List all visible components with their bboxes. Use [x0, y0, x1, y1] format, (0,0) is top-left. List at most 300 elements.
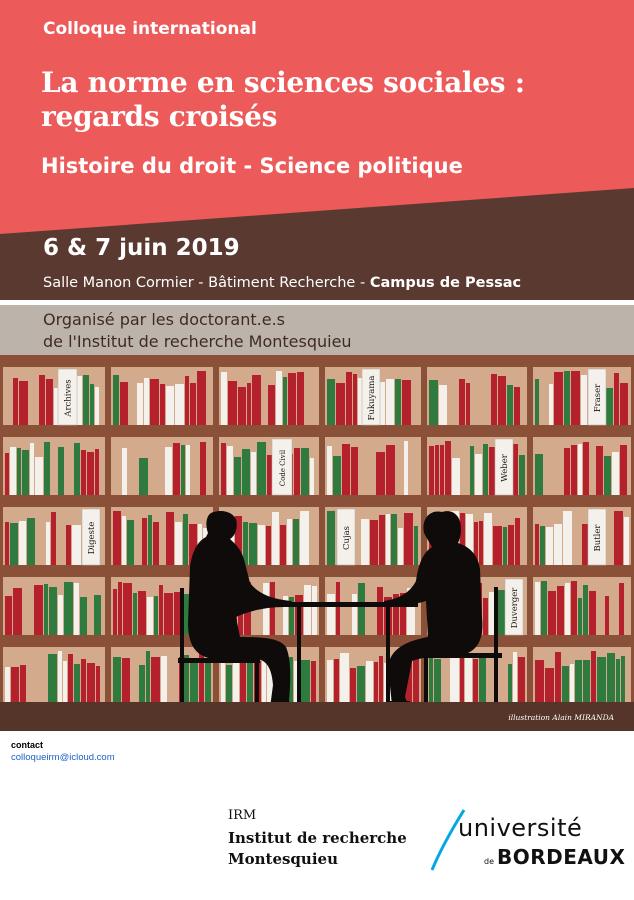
- right-chair-back: [494, 587, 498, 707]
- book: [386, 379, 394, 425]
- book: [413, 654, 419, 705]
- spine-book: [58, 369, 77, 425]
- right-chair-leg: [424, 655, 428, 705]
- book: [139, 458, 148, 495]
- book: [46, 379, 53, 425]
- book: [74, 583, 79, 635]
- book: [154, 596, 158, 635]
- book: [554, 372, 563, 425]
- book: [183, 514, 188, 565]
- book: [96, 666, 100, 705]
- book: [74, 664, 80, 705]
- book: [507, 385, 513, 425]
- book: [227, 446, 233, 495]
- book: [175, 384, 184, 425]
- shelf-board: [0, 495, 634, 507]
- book: [548, 591, 556, 635]
- book: [5, 453, 9, 495]
- book: [535, 379, 539, 425]
- book: [340, 653, 349, 705]
- book: [122, 448, 127, 495]
- book: [51, 512, 56, 565]
- book: [473, 659, 478, 705]
- bookshelf-illustration: [0, 355, 634, 731]
- book: [138, 591, 146, 635]
- book: [479, 521, 483, 565]
- ub-logo-universite: université: [458, 814, 583, 842]
- illustration-credit: illustration Alain MIRANDA: [508, 713, 614, 722]
- book: [238, 387, 246, 425]
- book: [327, 594, 335, 635]
- book: [166, 512, 174, 565]
- book: [402, 380, 411, 425]
- book: [133, 593, 137, 635]
- book: [287, 519, 292, 565]
- book: [185, 376, 189, 425]
- book: [562, 666, 569, 705]
- book: [535, 524, 539, 565]
- book: [44, 584, 48, 635]
- spine-label: Cujas: [342, 525, 352, 551]
- contact-email-link[interactable]: colloqueirm@icloud.com: [11, 752, 115, 763]
- book: [272, 512, 279, 565]
- book: [144, 378, 149, 425]
- book: [483, 598, 488, 635]
- book: [165, 447, 172, 495]
- book: [10, 523, 18, 565]
- book: [113, 657, 121, 705]
- book: [164, 593, 173, 635]
- book: [571, 445, 577, 495]
- book: [498, 376, 506, 425]
- book: [150, 379, 159, 425]
- book: [240, 657, 246, 705]
- book: [48, 654, 57, 705]
- book: [357, 666, 365, 705]
- spine-book: [362, 369, 380, 425]
- book: [39, 375, 45, 425]
- book: [190, 383, 196, 425]
- book: [334, 659, 339, 705]
- book: [301, 660, 310, 705]
- shelf-board: [0, 565, 634, 577]
- book: [294, 448, 300, 495]
- book: [607, 653, 615, 705]
- book: [311, 661, 316, 705]
- book: [34, 585, 43, 635]
- book: [20, 665, 26, 705]
- book: [583, 660, 590, 705]
- book: [379, 656, 383, 705]
- book: [175, 522, 182, 565]
- book: [391, 514, 397, 565]
- ub-logo-de: de: [484, 857, 494, 866]
- book: [459, 379, 465, 425]
- book: [581, 375, 587, 425]
- left-chair-leg: [255, 660, 259, 706]
- book: [327, 660, 333, 705]
- book: [161, 656, 167, 705]
- book: [429, 653, 433, 705]
- book: [620, 445, 627, 495]
- book: [160, 384, 165, 425]
- book: [434, 659, 441, 705]
- irm-logo-name: [228, 828, 407, 870]
- book: [63, 661, 67, 705]
- book: [139, 665, 145, 705]
- book: [147, 597, 153, 635]
- book: [450, 651, 459, 705]
- book: [583, 585, 588, 635]
- book: [549, 384, 553, 425]
- book: [300, 511, 309, 565]
- book: [414, 526, 418, 565]
- book: [13, 588, 22, 635]
- book: [605, 596, 609, 635]
- book: [395, 379, 401, 425]
- book: [221, 443, 226, 495]
- book: [535, 660, 544, 705]
- book: [445, 441, 451, 495]
- book: [247, 383, 251, 425]
- book: [72, 525, 81, 565]
- book: [310, 458, 314, 495]
- book: [113, 511, 121, 565]
- event-date: 6 & 7 juin 2019: [43, 235, 240, 261]
- book: [597, 657, 606, 705]
- book: [514, 387, 520, 425]
- book: [142, 518, 147, 565]
- book: [148, 515, 152, 565]
- book: [301, 448, 309, 495]
- spine-book: [82, 509, 100, 565]
- venue-campus: Campus de Pessac: [369, 275, 522, 291]
- book: [624, 517, 629, 565]
- book: [379, 515, 385, 565]
- book: [370, 520, 378, 565]
- book: [58, 651, 62, 705]
- book: [404, 441, 408, 495]
- book: [342, 444, 350, 495]
- organizers-text: [43, 309, 352, 353]
- book: [197, 371, 206, 425]
- book: [304, 585, 311, 635]
- book: [554, 524, 562, 565]
- book: [268, 385, 275, 425]
- book: [87, 452, 94, 495]
- book: [205, 662, 211, 705]
- book: [151, 657, 160, 705]
- book: [508, 525, 514, 565]
- spine-book: [505, 579, 523, 635]
- book: [604, 456, 611, 495]
- book: [429, 446, 434, 495]
- irm-name-line2: Montesquieu: [228, 850, 338, 868]
- spine-book: [588, 369, 606, 425]
- book: [571, 371, 580, 425]
- book: [351, 447, 358, 495]
- book: [159, 585, 163, 635]
- book: [518, 657, 525, 705]
- book: [565, 583, 570, 635]
- event-title: [41, 66, 525, 134]
- book: [540, 526, 545, 565]
- venue-location: Salle Manon Cormier - Bâtiment Recherche -: [43, 275, 370, 291]
- book: [66, 525, 71, 565]
- book: [503, 527, 507, 565]
- event-title-line1: La norme en sciences sociales :: [41, 66, 525, 99]
- book: [466, 383, 470, 425]
- book: [429, 380, 438, 425]
- book: [122, 516, 126, 565]
- book: [127, 520, 134, 565]
- book: [535, 582, 540, 635]
- book: [352, 594, 357, 635]
- book: [346, 372, 352, 425]
- book: [270, 582, 275, 635]
- book: [83, 375, 89, 425]
- event-type: Colloque international: [43, 19, 257, 39]
- book: [137, 383, 143, 425]
- book: [242, 449, 250, 495]
- book: [87, 663, 95, 705]
- book: [374, 662, 378, 705]
- spine-label: Code Civil: [279, 449, 287, 487]
- book: [258, 525, 265, 565]
- book: [327, 511, 335, 565]
- book: [123, 583, 132, 635]
- book: [546, 527, 553, 565]
- book: [153, 522, 159, 565]
- book: [519, 455, 525, 495]
- book: [44, 442, 50, 495]
- book: [484, 513, 492, 565]
- book: [545, 668, 554, 705]
- book: [10, 447, 16, 495]
- book: [35, 457, 43, 495]
- book: [118, 582, 122, 635]
- book: [570, 664, 574, 705]
- book: [498, 590, 505, 635]
- book: [27, 518, 35, 565]
- book: [74, 443, 80, 495]
- book: [81, 450, 86, 495]
- book: [327, 446, 332, 495]
- book: [571, 581, 577, 635]
- book: [11, 667, 19, 705]
- book: [19, 521, 26, 565]
- book: [5, 667, 10, 705]
- book: [251, 452, 256, 495]
- book: [288, 373, 296, 425]
- book: [555, 652, 561, 705]
- book: [190, 658, 198, 705]
- book: [257, 442, 266, 495]
- book: [619, 583, 624, 635]
- book: [58, 447, 64, 495]
- book: [563, 511, 572, 565]
- book: [297, 372, 304, 425]
- spine-label: Weber: [500, 454, 510, 482]
- book: [5, 522, 9, 565]
- book: [249, 523, 257, 565]
- shelf-board: [0, 635, 634, 647]
- book: [49, 587, 57, 635]
- book: [614, 511, 623, 565]
- organizers-line1: Organisé par les doctorant.e.s: [43, 310, 285, 329]
- book: [508, 664, 512, 705]
- book: [583, 442, 589, 495]
- book: [515, 518, 520, 565]
- book: [19, 381, 28, 425]
- book: [46, 522, 50, 565]
- book: [376, 452, 385, 495]
- contact-label: contact: [11, 740, 44, 750]
- spine-label: Fraser: [593, 383, 603, 413]
- book: [90, 384, 94, 425]
- irm-name-line1: Institut de recherche: [228, 829, 407, 847]
- book: [30, 443, 34, 495]
- book: [398, 528, 403, 565]
- book: [578, 444, 582, 495]
- book: [483, 444, 488, 495]
- book: [589, 591, 596, 635]
- left-chair-back: [180, 588, 184, 706]
- book: [266, 526, 271, 565]
- book: [564, 371, 570, 425]
- book: [439, 385, 447, 425]
- book: [470, 446, 474, 495]
- book: [596, 446, 603, 495]
- shelf-divider: [105, 355, 111, 715]
- book: [386, 445, 395, 495]
- book: [5, 596, 12, 635]
- book: [452, 458, 460, 495]
- book: [465, 655, 472, 705]
- book: [333, 456, 341, 495]
- book: [386, 514, 390, 565]
- book: [361, 519, 369, 565]
- book: [612, 452, 619, 495]
- book: [181, 445, 185, 495]
- book: [475, 454, 482, 495]
- spine-book: [588, 509, 606, 565]
- book: [616, 659, 620, 705]
- book: [440, 445, 444, 495]
- book: [614, 373, 619, 425]
- book: [234, 457, 241, 495]
- book: [606, 388, 613, 425]
- book: [358, 583, 365, 635]
- book: [146, 651, 150, 705]
- book: [252, 375, 261, 425]
- book: [95, 387, 99, 425]
- book: [166, 386, 174, 425]
- book: [228, 381, 237, 425]
- book: [353, 374, 357, 425]
- book: [293, 519, 299, 565]
- book: [327, 379, 335, 425]
- event-venue: [43, 275, 521, 291]
- book: [120, 382, 128, 425]
- shelf-divider: [319, 355, 325, 715]
- spine-label: Duverger: [510, 587, 520, 629]
- book: [80, 597, 87, 635]
- book: [122, 658, 130, 705]
- irm-logo-abbr: IRM: [228, 808, 257, 823]
- shelf-board: [0, 425, 634, 437]
- book: [435, 445, 439, 495]
- book: [377, 587, 383, 635]
- shelf-divider: [527, 355, 533, 715]
- book: [68, 654, 73, 705]
- spine-label: Digeste: [87, 521, 97, 555]
- book: [564, 448, 570, 495]
- book: [200, 442, 206, 495]
- book: [113, 589, 117, 635]
- book: [460, 654, 464, 705]
- table-leg-left: [297, 605, 301, 705]
- book: [64, 582, 73, 635]
- book: [621, 656, 625, 705]
- book: [557, 586, 564, 635]
- book: [479, 655, 486, 705]
- book: [263, 583, 269, 635]
- book: [280, 525, 286, 565]
- book: [113, 375, 119, 425]
- book: [366, 661, 373, 705]
- book: [575, 660, 582, 705]
- ub-logo-bordeaux: BORDEAUX: [497, 845, 626, 869]
- book: [13, 378, 18, 425]
- book: [336, 582, 340, 635]
- event-title-line2: regards croisés: [41, 100, 278, 133]
- book: [22, 450, 29, 495]
- book: [81, 659, 86, 705]
- book: [173, 443, 180, 495]
- spine-label: Archives: [63, 379, 74, 417]
- table-leg-right: [386, 605, 390, 705]
- book: [591, 651, 596, 705]
- shelf-divider: [0, 355, 3, 715]
- spine-label: Butler: [593, 524, 603, 552]
- shelf-top-board: [0, 355, 634, 367]
- book: [578, 598, 582, 635]
- book: [95, 449, 99, 495]
- book: [94, 595, 101, 635]
- book: [58, 595, 63, 635]
- spine-label: Fukuyama: [367, 375, 377, 421]
- event-subtitle: Histoire du droit - Science politique: [41, 154, 463, 178]
- book: [493, 526, 502, 565]
- spine-book: [337, 509, 355, 565]
- book: [620, 383, 628, 425]
- book: [336, 383, 345, 425]
- book: [186, 445, 190, 495]
- book: [221, 657, 225, 705]
- book: [226, 665, 232, 705]
- book: [312, 586, 317, 635]
- spine-book: [272, 439, 292, 495]
- book: [276, 371, 282, 425]
- book: [350, 668, 356, 705]
- book: [513, 652, 517, 705]
- book: [267, 455, 272, 495]
- book: [404, 513, 413, 565]
- book: [283, 377, 287, 425]
- organizers-line2: de l'Institut de recherche Montesquieu: [43, 332, 352, 351]
- spine-book: [495, 439, 513, 495]
